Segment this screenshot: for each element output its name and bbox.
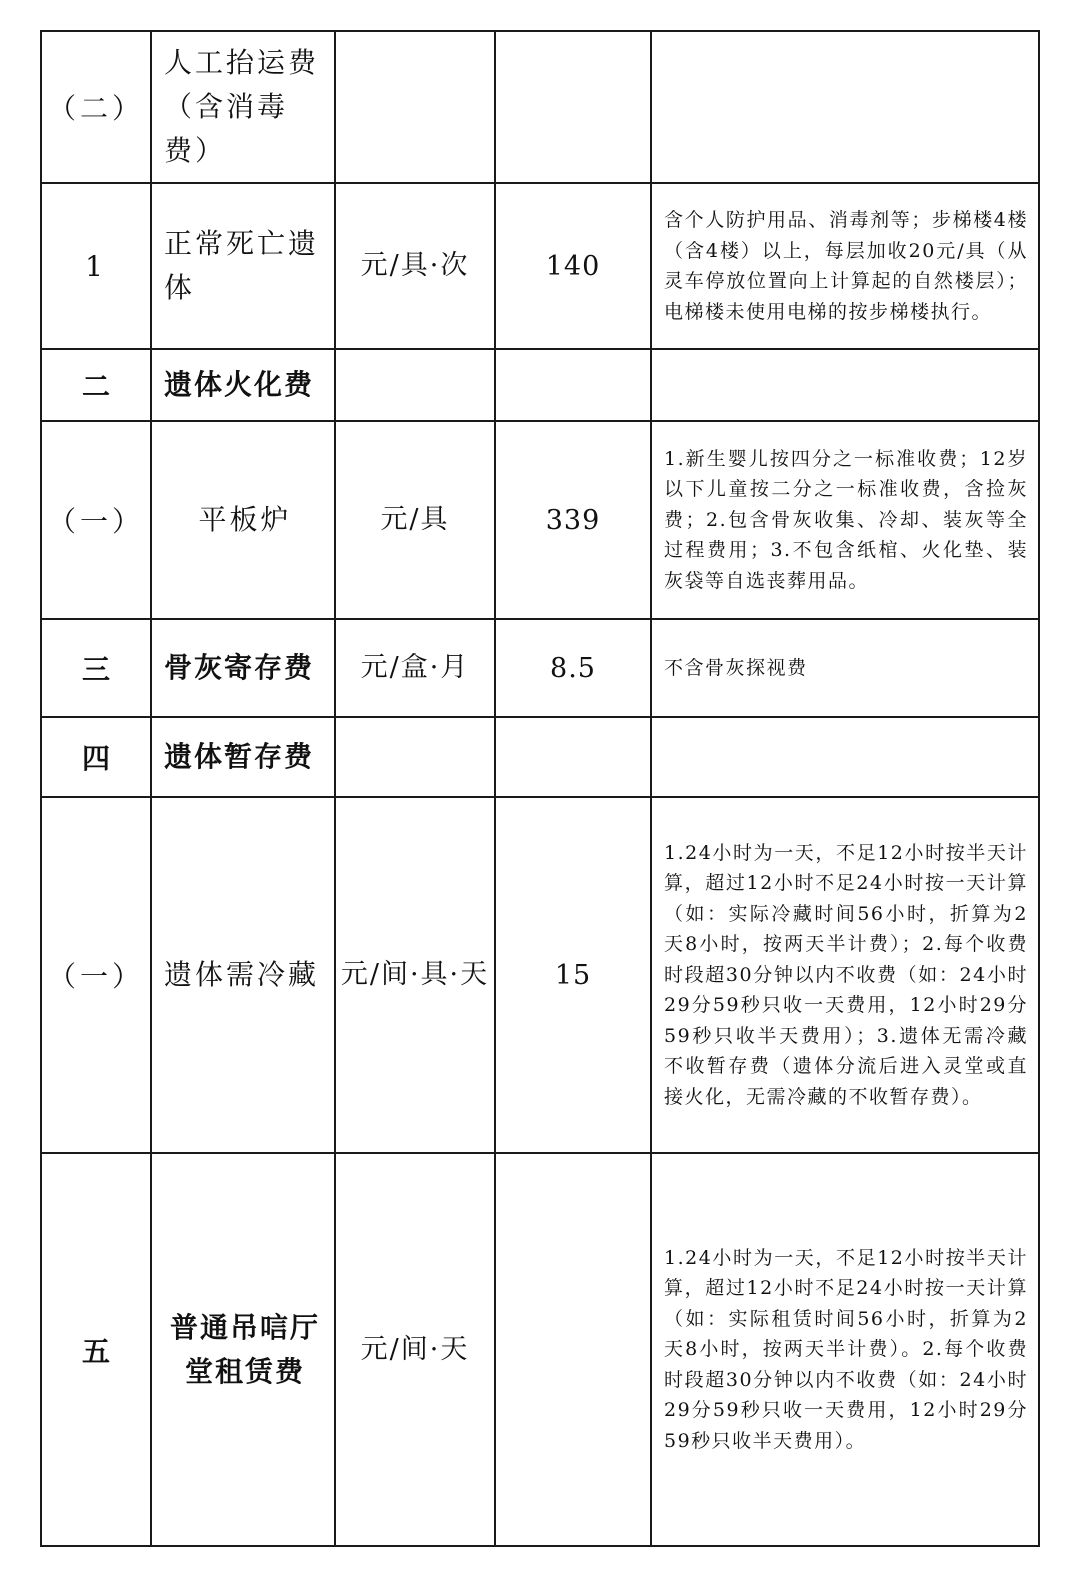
- fee-note: [651, 717, 1039, 797]
- fee-unit: 元/间·具·天: [335, 797, 495, 1153]
- fee-price: [495, 1153, 651, 1546]
- row-number: 1: [41, 183, 151, 349]
- table-row: [41, 349, 1039, 421]
- fee-item-name: 普通吊唁厅堂租赁费: [151, 1153, 335, 1546]
- fee-schedule-page: [40, 30, 1038, 1545]
- fee-note: [651, 349, 1039, 421]
- table-row: [41, 797, 1039, 1153]
- fee-unit: 元/盒·月: [335, 619, 495, 717]
- fee-note: 含个人防护用品、消毒剂等；步梯楼4楼（含4楼）以上，每层加收20元/具（从灵车停放位置向上计算起的自然楼层）；电梯楼未使用电梯的按步梯楼执行。: [651, 183, 1039, 349]
- fee-unit: 元/间·天: [335, 1153, 495, 1546]
- row-number: 三: [41, 619, 151, 717]
- fee-item-name: 正常死亡遗体: [151, 183, 335, 349]
- table-row: [41, 31, 1039, 183]
- fee-item-name: 平板炉: [151, 421, 335, 619]
- fee-table: [40, 30, 1040, 1547]
- fee-price: [495, 349, 651, 421]
- table-row: [41, 619, 1039, 717]
- fee-unit: [335, 717, 495, 797]
- row-number: 二: [41, 349, 151, 421]
- fee-item-name: 遗体暂存费: [151, 717, 335, 797]
- fee-note: 1.24小时为一天，不足12小时按半天计算，超过12小时不足24小时按一天计算（如：实际冷藏时间56小时，折算为2天8小时，按两天半计费）；2.每个收费时段超30分钟以内不收费（如：24小时29分59秒只收一天费用，12小时29分59秒只收半天费用）；3.遗体无需冷藏不收暂存费（遗体分流后进入灵堂或直接火化，无需冷藏的不收暂存费）。: [651, 797, 1039, 1153]
- row-number: （一）: [41, 797, 151, 1153]
- fee-price: 140: [495, 183, 651, 349]
- fee-note: 不含骨灰探视费: [651, 619, 1039, 717]
- fee-price: 15: [495, 797, 651, 1153]
- fee-price: [495, 717, 651, 797]
- fee-note: 1.24小时为一天，不足12小时按半天计算，超过12小时不足24小时按一天计算（如：实际租赁时间56小时，折算为2天8小时，按两天半计费）。2.每个收费时段超30分钟以内不收费（如：24小时29分59秒只收一天费用，12小时29分59秒只收半天费用）。: [651, 1153, 1039, 1546]
- fee-price: 8.5: [495, 619, 651, 717]
- fee-price: 339: [495, 421, 651, 619]
- fee-note: 1.新生婴儿按四分之一标准收费；12岁以下儿童按二分之一标准收费，含捡灰费；2.包含骨灰收集、冷却、装灰等全过程费用；3.不包含纸棺、火化垫、装灰袋等自选丧葬用品。: [651, 421, 1039, 619]
- table-row: [41, 717, 1039, 797]
- table-row: [41, 1153, 1039, 1546]
- row-number: 四: [41, 717, 151, 797]
- table-row: [41, 421, 1039, 619]
- fee-item-name: 人工抬运费（含消毒费）: [151, 31, 335, 183]
- row-number: （一）: [41, 421, 151, 619]
- fee-item-name: 骨灰寄存费: [151, 619, 335, 717]
- fee-unit: [335, 349, 495, 421]
- fee-unit: 元/具·次: [335, 183, 495, 349]
- fee-unit: [335, 31, 495, 183]
- row-number: 五: [41, 1153, 151, 1546]
- fee-item-name: 遗体需冷藏: [151, 797, 335, 1153]
- fee-item-name: 遗体火化费: [151, 349, 335, 421]
- row-number: （二）: [41, 31, 151, 183]
- table-row: [41, 183, 1039, 349]
- fee-note: [651, 31, 1039, 183]
- fee-unit: 元/具: [335, 421, 495, 619]
- fee-price: [495, 31, 651, 183]
